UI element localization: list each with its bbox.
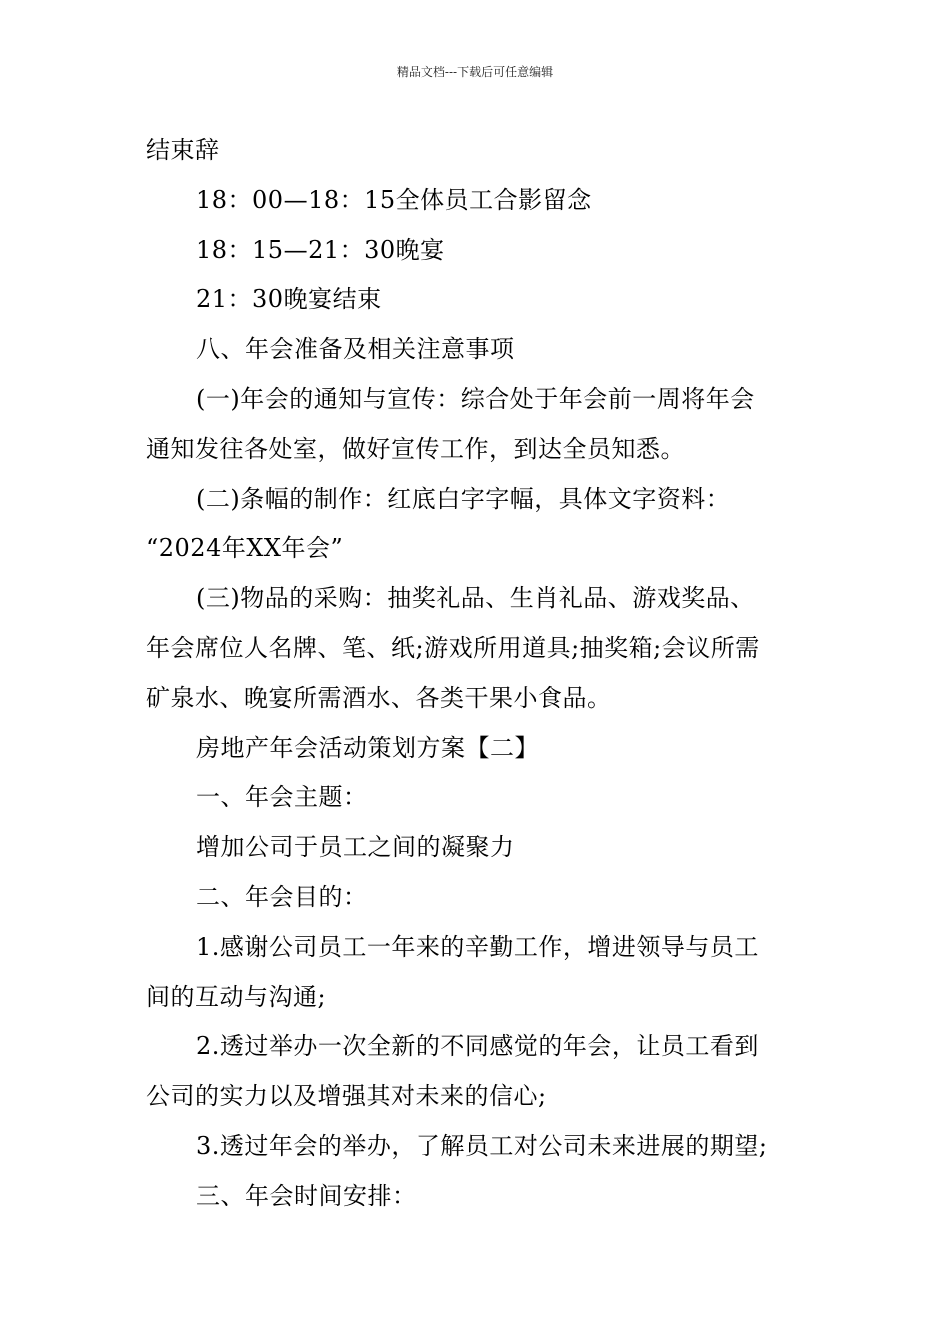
section-heading: 八、年会准备及相关注意事项: [196, 335, 515, 364]
paragraph-line: (三)物品的采购：抽奖礼品、生肖礼品、游戏奖品、: [196, 584, 755, 613]
paragraph-line: 通知发往各处室，做好宣传工作，到达全员知悉。: [146, 434, 685, 463]
paragraph-line: 间的互动与沟通;: [146, 982, 327, 1011]
document-title: 房地产年会活动策划方案【二】: [196, 733, 539, 762]
paragraph-line: “2024年XX年会”: [146, 534, 344, 563]
paragraph-line: 18：15—21：30晚宴: [196, 235, 445, 264]
paragraph-line: 1.感谢公司员工一年来的辛勤工作，增进领导与员工: [196, 932, 759, 961]
paragraph-line: 增加公司于员工之间的凝聚力: [196, 833, 515, 862]
paragraph-line: 18：00—18：15全体员工合影留念: [196, 185, 592, 214]
paragraph-line: (一)年会的通知与宣传：综合处于年会前一周将年会: [196, 384, 755, 413]
header-text: 精品文档---下载后可任意编辑: [396, 65, 554, 79]
paragraph-line: 结束辞: [146, 136, 220, 164]
paragraph-line: 矿泉水、晚宴所需酒水、各类干果小食品。: [146, 683, 612, 712]
paragraph-line: 3.透过年会的举办，了解员工对公司未来进展的期望;: [196, 1131, 768, 1160]
document-body: [146, 126, 808, 1222]
paragraph-line: 公司的实力以及增强其对未来的信心;: [146, 1082, 547, 1111]
paragraph-line: (二)条幅的制作：红底白字字幅，具体文字资料：: [196, 484, 731, 513]
paragraph-line: 21：30晚宴结束: [196, 285, 382, 314]
section-heading: 二、年会目的：: [196, 882, 368, 911]
page-header: [0, 64, 950, 80]
section-heading: 一、年会主题：: [196, 783, 368, 812]
paragraph-line: 2.透过举办一次全新的不同感觉的年会，让员工看到: [196, 1032, 759, 1061]
paragraph-line: 年会席位人名牌、笔、纸;游戏所用道具;抽奖箱;会议所需: [146, 633, 760, 662]
section-heading: 三、年会时间安排：: [196, 1181, 417, 1210]
